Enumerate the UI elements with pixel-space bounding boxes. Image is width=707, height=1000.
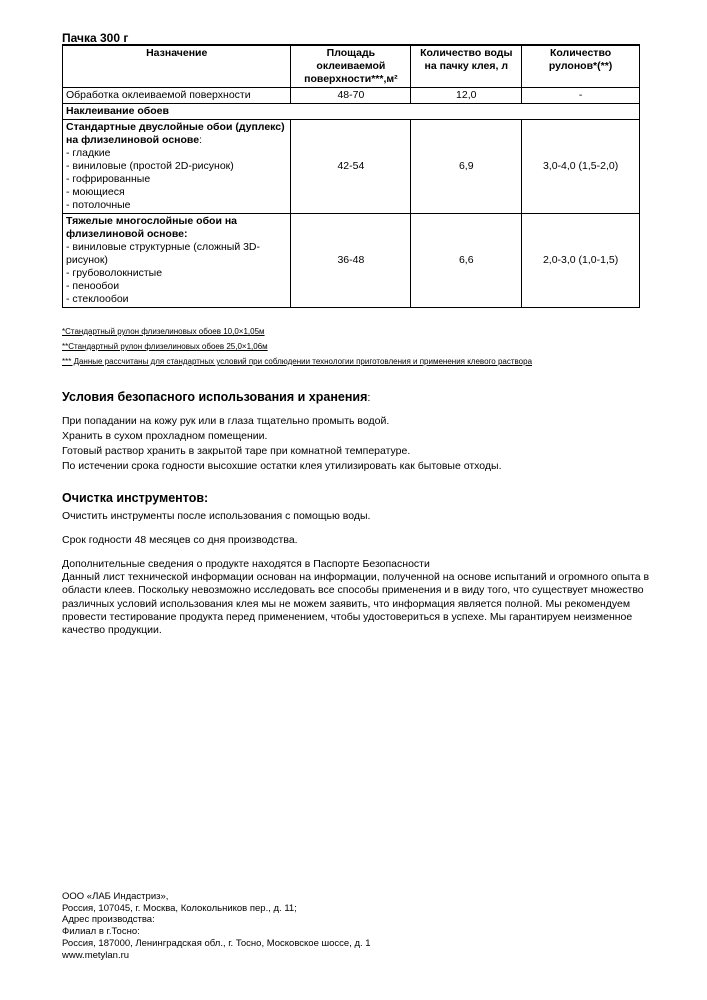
row-standard-desc (63, 120, 291, 214)
footer-line: Россия, 187000, Ленинградская обл., г. Тосно, Московское шоссе, д. 1 (62, 937, 371, 949)
list-item: - грубоволокнистые (66, 267, 163, 279)
table-row (63, 88, 640, 104)
list-item: - гладкие (66, 147, 111, 159)
footer-line: Филиал в г.Тосно: (62, 926, 140, 938)
row-heavy-title: Тяжелые многослойные обои на флизелиновой основе: (66, 215, 238, 240)
list-item: - потолочные (66, 199, 131, 211)
row-standard-title: Стандартные двуслойные обои (дуплекс) на флизелиновой основе (66, 121, 285, 146)
footer-address (62, 891, 371, 961)
list-item: - гофрированные (66, 173, 151, 185)
footnotes (62, 326, 532, 371)
page-title: Пачка 300 г (62, 31, 129, 45)
row-surface-name: Обработка оклеиваемой поверхности (63, 88, 291, 104)
list-item: - пенообои (66, 280, 120, 292)
footer-line: Россия, 107045, г. Москва, Колокольников пер., д. 11; (62, 902, 297, 914)
row-surface-water: 12,0 (411, 88, 522, 104)
header-area: Площадь оклеиваемой поверхности***,м² (291, 45, 411, 88)
row-heavy-water: 6,6 (411, 214, 522, 308)
section-label: Наклеивание обоев (63, 104, 640, 120)
footnote-2: **Стандартный рулон флизелиновых обоев 25,0×1,06м (62, 342, 268, 351)
table-header-row (63, 45, 640, 88)
row-standard-title-suffix: : (199, 134, 203, 146)
safety-instructions (62, 414, 662, 474)
list-item: - виниловые структурные (сложный 3D-рисунок) (66, 241, 261, 266)
safety-line: При попадании на кожу рук или в глаза тщательно промыть водой. (62, 415, 390, 427)
header-rolls: Количество рулонов*(**) (522, 45, 640, 88)
safety-heading-suffix: : (367, 392, 371, 404)
cleaning-text: Очистить инструменты после использования с помощью воды. (62, 510, 371, 522)
safety-line: Хранить в сухом прохладном помещении. (62, 430, 268, 442)
row-heavy-area: 36-48 (291, 214, 411, 308)
spec-table (62, 44, 640, 308)
row-surface-area: 48-70 (291, 88, 411, 104)
row-heavy-rolls: 2,0-3,0 (1,0-1,5) (522, 214, 640, 308)
row-surface-rolls: - (522, 88, 640, 104)
header-purpose: Назначение (63, 45, 291, 88)
table-row (63, 214, 640, 308)
safety-heading-text: Условия безопасного использования и хранения (62, 390, 368, 404)
footnote-3: *** Данные рассчитаны для стандартных условий при соблюдении технологии приготовления и применения клевого раствора (62, 357, 533, 366)
footer-website: www.metylan.ru (62, 949, 130, 961)
shelf-life: Срок годности 48 месяцев со дня производства. (62, 534, 298, 546)
footer-line: ООО «ЛАБ Индастриз», (62, 891, 169, 902)
footer-line: Адрес производства: (62, 914, 155, 926)
row-standard-rolls: 3,0-4,0 (1,5-2,0) (522, 120, 640, 214)
list-item: - виниловые (простой 2D-рисунок) (66, 160, 234, 172)
safety-line: По истечении срока годности высохшие остатки клея утилизировать как бытовые отходы. (62, 460, 502, 472)
row-heavy-desc (63, 214, 291, 308)
section-row (63, 104, 640, 120)
footnote-1: *Стандартный рулон флизелиновых обоев 10,0×1,05м (62, 327, 265, 336)
table-row (63, 120, 640, 214)
cleaning-heading: Очистка инструментов: (62, 491, 209, 505)
header-water: Количество воды на пачку клея, л (411, 45, 522, 88)
info-line-1: Дополнительные сведения о продукте находятся в Паспорте Безопасности (62, 558, 430, 570)
row-standard-water: 6,9 (411, 120, 522, 214)
info-line-2: Данный лист технической информации основан на информации, полученной на основе испытаний и огромного опыта в области клеев. Поскольку невозможно исследовать все способы применения и в виду того, что существует множество различных условий использования клея мы не можем заявить, что информация является полной. Мы рекомендуем провести тестирование продукта перед применением, чтобы удостовериться в успехе. Мы гарантируем неизменное качество продукции. (62, 571, 650, 637)
list-item: - моющиеся (66, 186, 125, 198)
row-standard-area: 42-54 (291, 120, 411, 214)
safety-line: Готовый раствор хранить в закрытой таре при комнатной температуре. (62, 445, 411, 457)
list-item: - стеклообои (66, 293, 129, 305)
safety-heading (62, 390, 370, 404)
info-block (62, 558, 662, 637)
